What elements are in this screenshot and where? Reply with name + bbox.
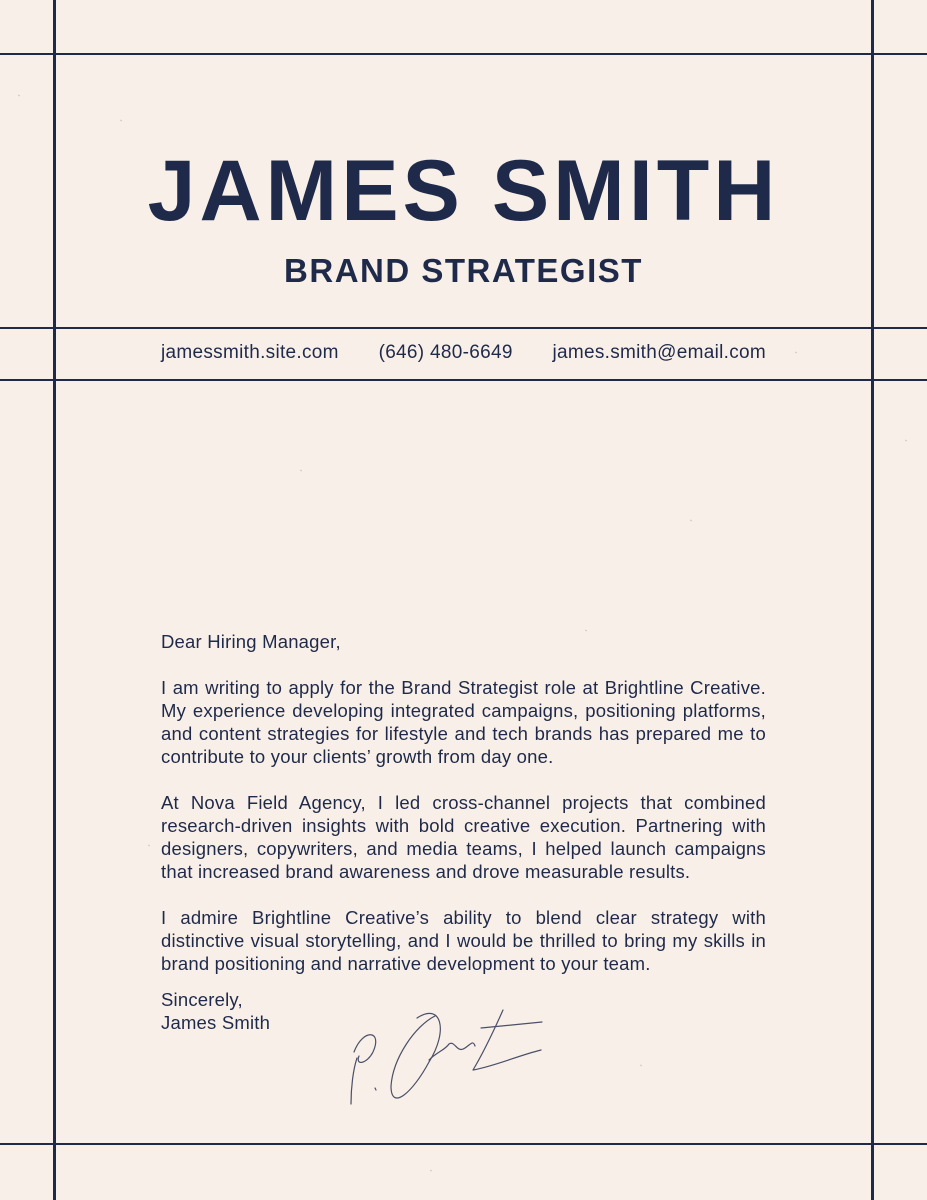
applicant-name: JAMES SMITH (147, 143, 780, 239)
letter-greeting: Dear Hiring Manager, (161, 631, 341, 652)
paper-texture (905, 439, 907, 441)
rule-top (0, 53, 927, 55)
rule-below-contact (0, 379, 927, 381)
letter-paragraph: I am writing to apply for the Brand Strategist role at Brightline Creative. My experience developing integrated campaigns, positioning platforms, and content strategies for lifestyle and tech brands has prepared me to contribute to your clients’ growth from day one. (161, 677, 766, 767)
rule-bottom (0, 1143, 927, 1145)
paper-texture (18, 94, 20, 96)
paper-texture (430, 1169, 432, 1171)
applicant-title: BRAND STRATEGIST (284, 252, 643, 289)
letter-paragraph: I admire Brightline Creative’s ability to blend clear strategy with distinctive visual storytelling, and I would be thrilled to bring my skills in brand positioning and narrative development to your team. (161, 907, 766, 974)
letter-signoff-name: James Smith (161, 1012, 271, 1033)
cover-letter-body (161, 630, 766, 1034)
paper-texture (120, 119, 122, 121)
contact-phone[interactable]: (646) 480-6649 (378, 342, 513, 363)
paper-texture (300, 469, 302, 471)
resume-header (0, 143, 927, 290)
handwritten-signature (345, 1000, 545, 1110)
paper-texture (795, 351, 797, 353)
letter-closing: Sincerely, (161, 989, 243, 1010)
rule-above-contact (0, 327, 927, 329)
paper-texture (690, 519, 692, 521)
contact-website[interactable]: jamessmith.site.com (161, 342, 339, 363)
contact-email[interactable]: james.smith@email.com (552, 342, 766, 363)
paper-texture (148, 844, 150, 846)
paper-texture (640, 1064, 642, 1066)
letter-paragraph: At Nova Field Agency, I led cross-channel projects that combined research-driven insights with bold creative execution. Partnering with designers, copywriters, and media teams, I helped launch campaigns that increased brand awareness and drove measurable results. (161, 792, 766, 882)
contact-row (161, 342, 766, 364)
